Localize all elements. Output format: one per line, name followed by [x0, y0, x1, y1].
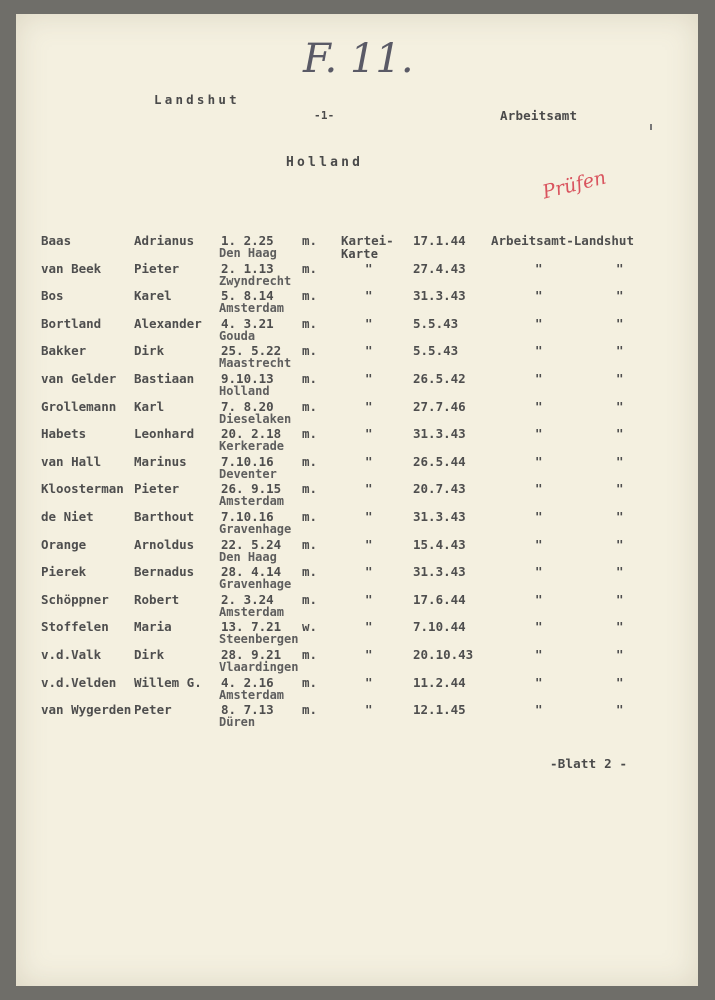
cell-surname: Grollemann [41, 398, 117, 414]
cell-sex: m. [302, 260, 318, 276]
table-row [16, 702, 698, 730]
cell-born: 7.10.16 [221, 453, 274, 469]
cell-date: 11.2.44 [413, 674, 466, 690]
cell-birthplace: Amsterdam [219, 494, 285, 509]
cell-sex: m. [302, 564, 318, 580]
cell-birthplace: Zwyndrecht [219, 273, 292, 288]
cell-card: " [365, 702, 373, 718]
cell-office: " [535, 647, 543, 662]
country-heading: Holland [286, 155, 364, 170]
cell-office2: " [616, 564, 624, 580]
cell-born: 9.10.13 [221, 371, 274, 386]
cell-born: 8. 7.13 [221, 702, 274, 718]
table-row [16, 564, 698, 592]
cell-date: 31.3.43 [413, 288, 466, 304]
cell-born: 1. 2.25 [221, 233, 274, 248]
cell-date: 27.4.43 [413, 260, 466, 276]
cell-date: 31.3.43 [413, 564, 466, 580]
cell-surname: Habets [41, 426, 87, 442]
cell-birthplace: Amsterdam [219, 604, 285, 619]
cell-office: " [535, 288, 543, 304]
cell-birthplace: Holland [219, 384, 270, 398]
card-header-line-2: Karte [341, 247, 379, 261]
red-handwritten-mark: Prüfen [540, 166, 609, 204]
cell-office2: " [616, 481, 624, 497]
cell-given: Pieter [134, 481, 180, 497]
cell-birthplace: Den Haag [219, 246, 277, 260]
cell-date: 31.3.43 [413, 509, 466, 524]
cell-date: 12.1.45 [413, 702, 466, 718]
cell-office2: " [616, 702, 624, 718]
table-row [16, 509, 698, 537]
cell-born: 2. 3.24 [221, 591, 274, 607]
cell-office2: " [616, 398, 624, 414]
cell-given: Karel [134, 288, 172, 304]
cell-birthplace: Gravenhage [219, 522, 292, 536]
cell-given: Maria [134, 619, 172, 635]
cell-card: " [365, 619, 373, 635]
cell-office2: " [616, 260, 624, 276]
cell-born: 7. 8.20 [221, 398, 274, 414]
handwritten-reference: F. 11. [303, 36, 414, 82]
cell-birthplace: Gravenhage [219, 577, 292, 592]
cell-office2: " [616, 536, 624, 552]
cell-sex: m. [302, 647, 318, 662]
table-row [16, 316, 698, 344]
cell-given: Bastiaan [134, 371, 195, 386]
cell-date: 27.7.46 [413, 398, 466, 414]
table-row [16, 371, 698, 399]
cell-office: " [535, 702, 543, 718]
cell-card: Kartei- [341, 233, 394, 248]
cell-office: " [535, 260, 543, 276]
cell-birthplace: Amsterdam [219, 301, 285, 316]
cell-date: 7.10.44 [413, 619, 466, 635]
cell-surname: Pierek [41, 564, 87, 580]
table-row [16, 233, 698, 261]
cell-card: " [365, 260, 373, 276]
cell-date: 20.7.43 [413, 481, 466, 497]
cell-date: 20.10.43 [413, 647, 474, 662]
cell-birthplace: Amsterdam [219, 687, 285, 702]
cell-office: " [535, 564, 543, 580]
cell-born: 20. 2.18 [221, 426, 282, 442]
cell-sex: m. [302, 233, 318, 248]
cell-surname: van Gelder [41, 371, 117, 386]
cell-given: Alexander [134, 315, 202, 331]
cell-office2: " [616, 453, 624, 469]
cell-sex: m. [302, 702, 318, 718]
cell-given: Barthout [134, 509, 195, 524]
cell-born: 26. 9.15 [221, 481, 282, 497]
table-row [16, 454, 698, 482]
cell-birthplace: Den Haag [219, 549, 277, 564]
cell-sex: m. [302, 674, 318, 690]
cell-given: Robert [134, 591, 180, 607]
footer-sheet-note: -Blatt 2 - [550, 756, 628, 771]
table-row [16, 481, 698, 509]
cell-sex: w. [302, 619, 318, 635]
cell-surname: v.d.Valk [41, 647, 102, 662]
cell-given: Marinus [134, 453, 187, 469]
cell-office: " [535, 591, 543, 607]
cell-surname: Bakker [41, 343, 87, 359]
cell-sex: m. [302, 288, 318, 304]
cell-card: " [365, 647, 373, 662]
cell-office2: " [616, 647, 624, 662]
cell-sex: m. [302, 536, 318, 552]
cell-office2: " [616, 315, 624, 331]
cell-sex: m. [302, 591, 318, 607]
cell-office2: " [616, 619, 624, 635]
cell-card: " [365, 674, 373, 690]
cell-card: " [365, 343, 373, 359]
cell-date: 17.6.44 [413, 591, 466, 607]
cell-surname: van Wygerden [41, 702, 132, 718]
place-name: Landshut [154, 92, 240, 107]
table-row [16, 426, 698, 454]
cell-given: Adrianus [134, 233, 195, 248]
table-row [16, 399, 698, 427]
cell-office: Arbeitsamt-Landshut [491, 233, 634, 248]
cell-office: " [535, 343, 543, 359]
cell-office: " [535, 398, 543, 414]
table-row [16, 343, 698, 371]
cell-office: " [535, 536, 543, 552]
cell-office: " [535, 315, 543, 331]
cell-date: 17.1.44 [413, 233, 466, 248]
cell-given: Arnoldus [134, 536, 195, 552]
cell-date: 5.5.43 [413, 315, 459, 331]
cell-born: 7.10.16 [221, 509, 274, 524]
cell-born: 25. 5.22 [221, 343, 282, 359]
cell-birthplace: Düren [219, 715, 256, 730]
cell-born: 2. 1.13 [221, 260, 274, 276]
cell-given: Willem G. [134, 674, 202, 690]
table-row [16, 288, 698, 316]
cell-sex: m. [302, 315, 318, 331]
cell-card: " [365, 536, 373, 552]
punch-mark [650, 124, 652, 130]
cell-sex: m. [302, 481, 318, 497]
table-row [16, 261, 698, 289]
table-row [16, 537, 698, 565]
cell-born: 4. 2.16 [221, 674, 274, 690]
cell-office: " [535, 481, 543, 497]
cell-birthplace: Gouda [219, 328, 256, 343]
cell-given: Karl [134, 398, 165, 414]
cell-born: 5. 8.14 [221, 288, 274, 304]
cell-card: " [365, 398, 373, 414]
cell-office2: " [616, 674, 624, 690]
cell-sex: m. [302, 343, 318, 359]
cell-given: Peter [134, 702, 172, 718]
cell-given: Leonhard [134, 426, 195, 442]
cell-surname: van Beek [41, 260, 102, 276]
cell-office: " [535, 426, 543, 442]
cell-surname: Bortland [41, 315, 102, 331]
cell-sex: m. [302, 509, 318, 524]
cell-sex: m. [302, 398, 318, 414]
cell-office: " [535, 674, 543, 690]
cell-office: " [535, 371, 543, 386]
cell-sex: m. [302, 426, 318, 442]
cell-birthplace: Deventer [219, 466, 277, 481]
document-page [16, 14, 698, 986]
cell-card: " [365, 288, 373, 304]
cell-surname: Bos [41, 288, 64, 304]
cell-office2: " [616, 371, 624, 386]
cell-surname: Schöppner [41, 591, 109, 607]
cell-card: " [365, 371, 373, 386]
cell-card: " [365, 564, 373, 580]
cell-date: 26.5.44 [413, 453, 466, 469]
cell-born: 22. 5.24 [221, 536, 282, 552]
table-row [16, 619, 698, 647]
office-heading: Arbeitsamt [500, 108, 578, 123]
cell-birthplace: Maastrecht [219, 356, 292, 371]
cell-office: " [535, 509, 543, 524]
cell-sex: m. [302, 371, 318, 386]
cell-office: " [535, 619, 543, 635]
cell-surname: v.d.Velden [41, 674, 117, 690]
cell-office2: " [616, 591, 624, 607]
cell-card: " [365, 591, 373, 607]
cell-birthplace: Dieselaken [219, 411, 292, 426]
cell-office2: " [616, 509, 624, 524]
cell-surname: van Hall [41, 453, 102, 469]
table-row [16, 675, 698, 703]
cell-given: Dirk [134, 647, 165, 662]
cell-birthplace: Kerkerade [219, 439, 285, 454]
cell-surname: de Niet [41, 509, 94, 524]
cell-surname: Orange [41, 536, 87, 552]
cell-born: 28. 4.14 [221, 564, 282, 580]
cell-date: 31.3.43 [413, 426, 466, 442]
cell-office2: " [616, 426, 624, 442]
cell-born: 4. 3.21 [221, 315, 274, 331]
cell-date: 26.5.42 [413, 371, 466, 386]
cell-card: " [365, 481, 373, 497]
cell-sex: m. [302, 453, 318, 469]
page-number-mark: -1- [314, 109, 335, 122]
table-row [16, 592, 698, 620]
cell-office2: " [616, 343, 624, 359]
cell-office2: " [616, 288, 624, 304]
cell-card: " [365, 453, 373, 469]
cell-birthplace: Steenbergen [219, 632, 299, 647]
cell-surname: Baas [41, 233, 72, 248]
cell-given: Bernadus [134, 564, 195, 580]
cell-card: " [365, 509, 373, 524]
cell-surname: Kloosterman [41, 481, 124, 497]
cell-surname: Stoffelen [41, 619, 109, 635]
cell-given: Pieter [134, 260, 180, 276]
cell-card: " [365, 315, 373, 331]
cell-born: 13. 7.21 [221, 619, 282, 635]
cell-date: 5.5.43 [413, 343, 459, 359]
cell-given: Dirk [134, 343, 165, 359]
table-row [16, 647, 698, 675]
cell-date: 15.4.43 [413, 536, 466, 552]
cell-card: " [365, 426, 373, 442]
cell-office: " [535, 453, 543, 469]
cell-birthplace: Vlaardingen [219, 660, 299, 674]
cell-born: 28. 9.21 [221, 647, 282, 662]
